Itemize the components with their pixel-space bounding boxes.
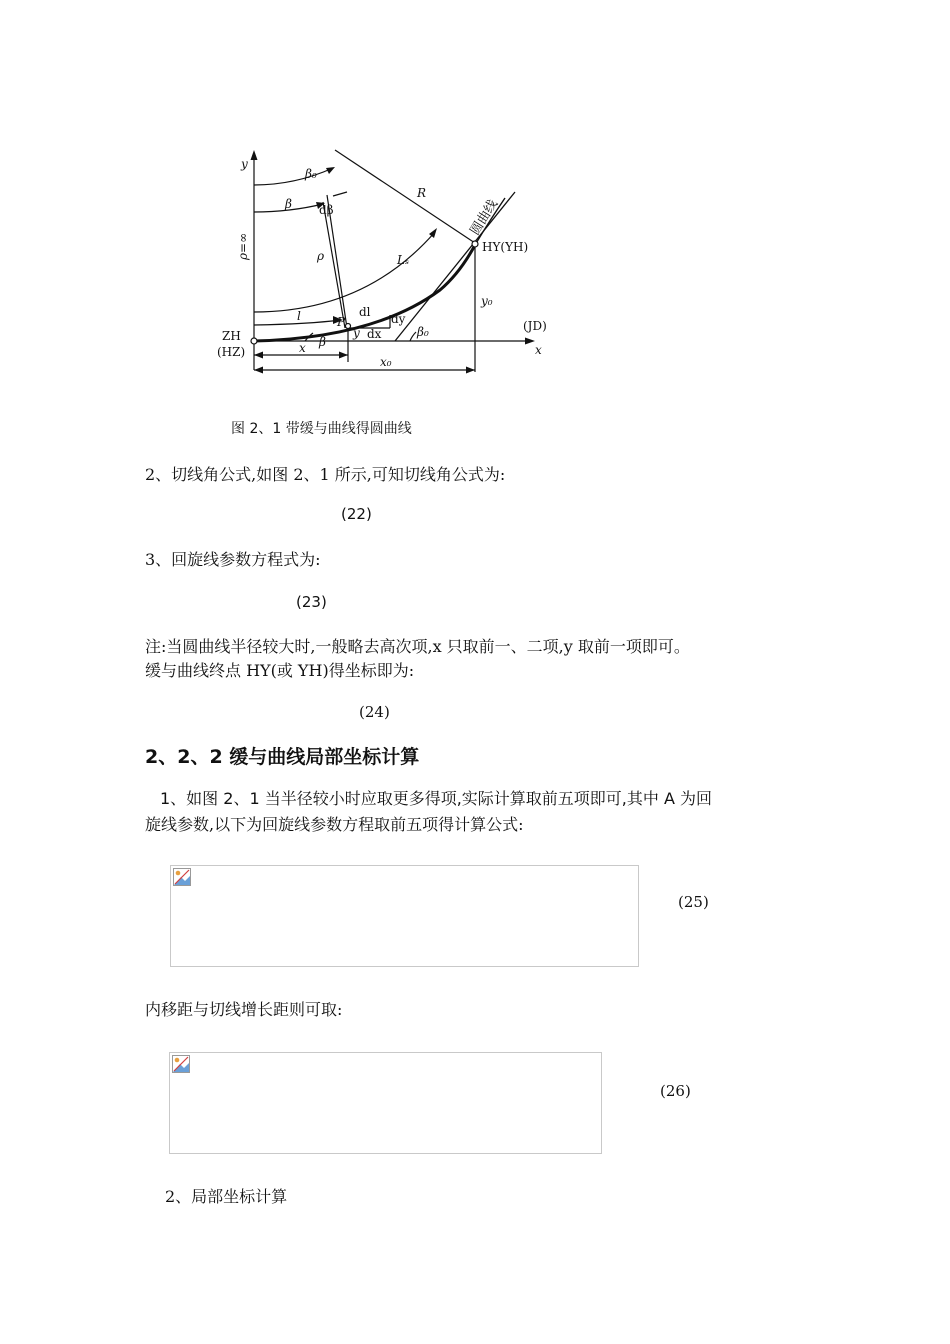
para-local-coords-2: 旋线参数,以下为回旋线参数方程取前五项得计算公式: bbox=[145, 815, 524, 834]
label-l: l bbox=[297, 309, 301, 323]
eq-number-25: (25) bbox=[678, 893, 709, 911]
label-y-axis: y bbox=[241, 157, 248, 171]
para-tangent-angle: 2、切线角公式,如图 2、1 所示,可知切线角公式为: bbox=[145, 465, 506, 484]
section-heading: 2、2、2 缓与曲线局部坐标计算 bbox=[145, 746, 420, 768]
para-local-coords-1: 1、如图 2、1 当半径较小时应取更多得项,实际计算取前五项即可,其中 A 为回 bbox=[160, 789, 713, 808]
note-line-2: 缓与曲线终点 HY(或 YH)得坐标即为: bbox=[145, 661, 415, 680]
label-Ls: Lₛ bbox=[397, 253, 410, 267]
label-zh: ZH bbox=[222, 329, 241, 343]
formula-image-25 bbox=[170, 865, 639, 967]
para-local-coord-calc: 2、局部坐标计算 bbox=[165, 1187, 288, 1206]
label-beta-small: β bbox=[319, 335, 326, 349]
label-dbeta: dβ bbox=[319, 203, 334, 217]
label-beta0: β₀ bbox=[305, 167, 317, 181]
figure-diagram bbox=[205, 140, 565, 380]
label-hy: HY(YH) bbox=[482, 240, 529, 254]
eq-number-26: (26) bbox=[660, 1082, 691, 1100]
label-dx: dx bbox=[367, 327, 382, 341]
label-beta: β bbox=[285, 197, 292, 211]
label-rho: ρ bbox=[317, 249, 325, 263]
label-jd: (JD) bbox=[523, 319, 547, 333]
para-clothoid-equation: 3、回旋线参数方程式为: bbox=[145, 550, 321, 569]
label-y-small: y bbox=[353, 326, 360, 340]
label-R: R bbox=[417, 186, 427, 200]
label-x0: x₀ bbox=[380, 355, 392, 369]
formula-image-26 bbox=[169, 1052, 602, 1154]
eq-number-23: (23) bbox=[296, 593, 327, 611]
label-hz: (HZ) bbox=[217, 345, 246, 359]
eq-number-22: (22) bbox=[341, 505, 372, 523]
label-dy: dy bbox=[391, 312, 406, 326]
label-x-axis: x bbox=[535, 343, 542, 357]
broken-image-icon bbox=[173, 868, 191, 886]
label-beta0-right: β₀ bbox=[417, 325, 429, 339]
label-P: P bbox=[337, 315, 346, 329]
figure-caption: 图 2、1 带缓与曲线得圆曲线 bbox=[231, 421, 412, 437]
label-dl: dl bbox=[359, 305, 371, 319]
label-x-small: x bbox=[299, 341, 306, 355]
label-y0: y₀ bbox=[481, 294, 493, 308]
eq-number-24: (24) bbox=[359, 703, 390, 721]
broken-image-icon bbox=[172, 1055, 190, 1073]
para-shift-distance: 内移距与切线增长距则可取: bbox=[145, 1000, 343, 1019]
note-line-1: 注:当圆曲线半径较大时,一般略去高次项,x 只取前一、二项,y 取前一项即可。 bbox=[145, 637, 690, 656]
label-rho-inf: ρ=∞ bbox=[236, 232, 250, 260]
label-circle-curve: 圆曲线 bbox=[467, 197, 502, 239]
